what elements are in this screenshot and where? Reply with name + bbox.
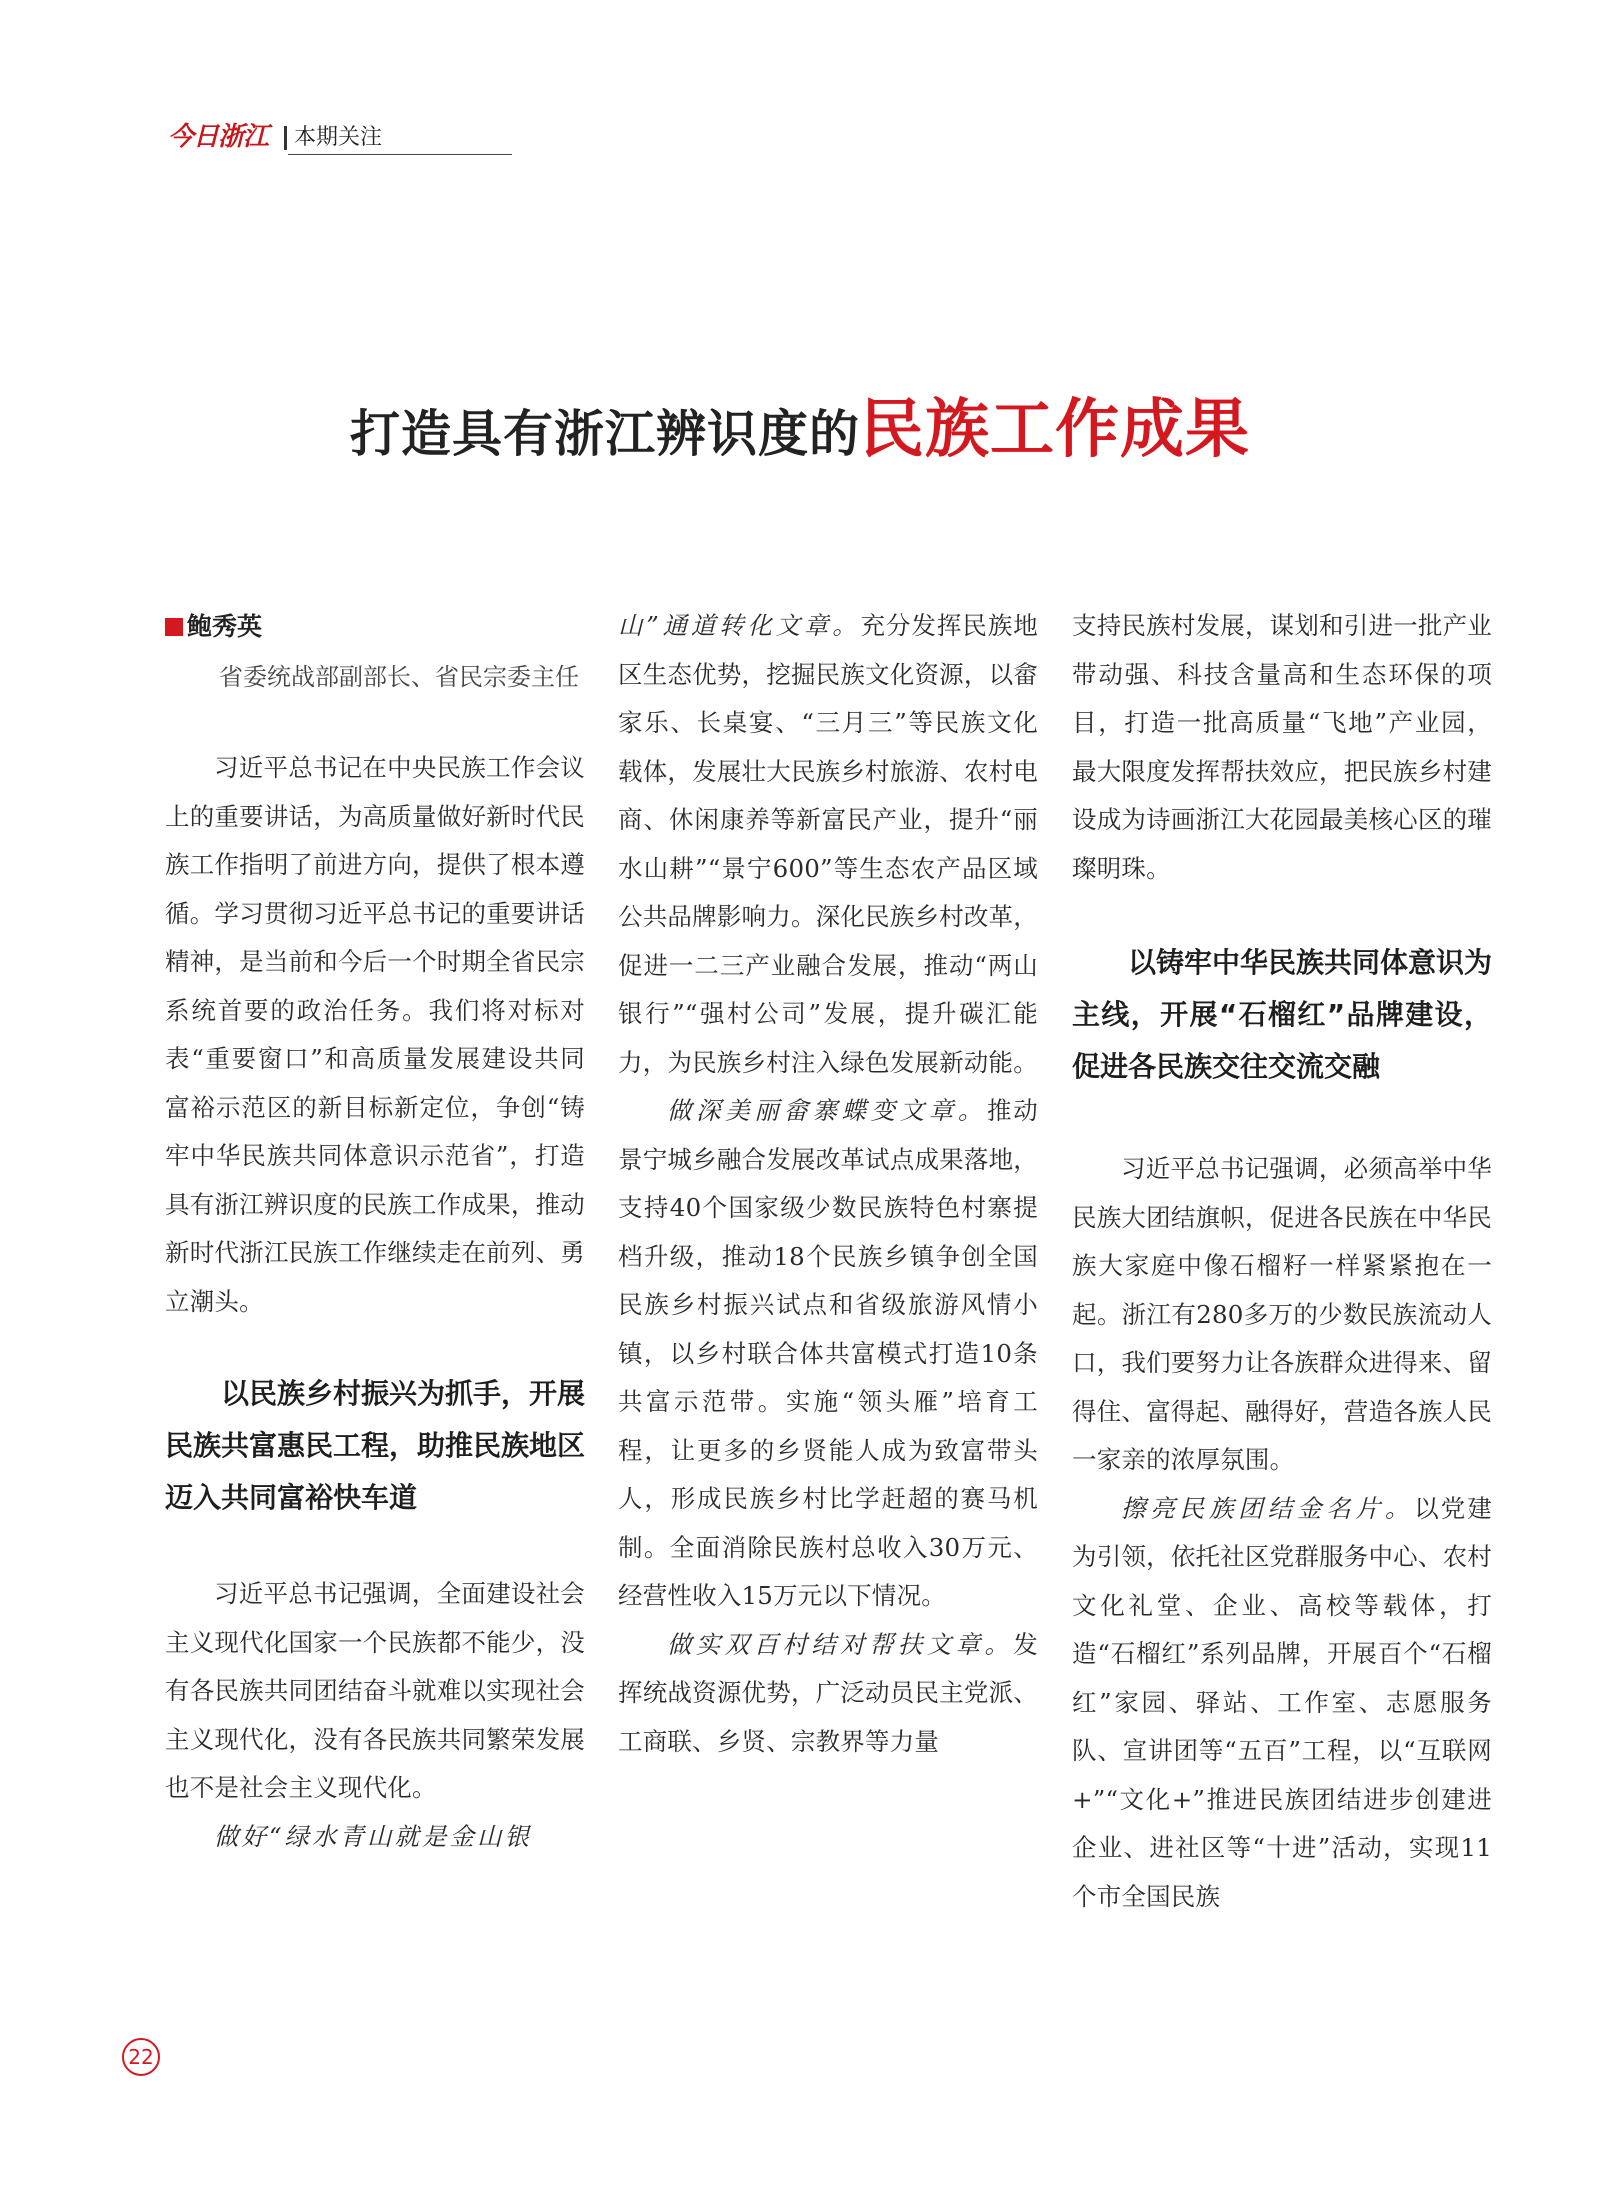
paragraph: 支持民族村发展，谋划和引进一批产业带动强、科技含量高和生态环保的项目，打造一批高质量“飞地”产业园，最大限度发挥帮扶效应，把民族乡村建设成为诗画浙江大花园最美核心区的璀璨明珠。 bbox=[1072, 611, 1492, 883]
paragraph: 习近平总书记强调，必须高举中华民族大团结旗帜，促进各民族在中华民族大家庭中像石榴籽一样紧紧抱在一起。浙江有280多万的少数民族流动人口，我们要努力让各族群众进得来、留得住、富得起、融得好，营造各族人民一家亲的浓厚氛围。 bbox=[1072, 1154, 1492, 1474]
section-label: 本期关注 bbox=[294, 125, 383, 150]
column-1 bbox=[165, 602, 585, 1861]
title-part-red: 民族工作成果 bbox=[860, 393, 1250, 467]
paragraph: 擦亮民族团结金名片。以党建为引领，依托社区党群服务中心、农村文化礼堂、企业、高校等载体，打造“石榴红”系列品牌，开展百个“石榴红”家园、驿站、工作室、志愿服务队、宣讲团等“五百”工程，以“互联网+”“文化+”推进民族团结进步创建进企业、进社区等“十进”活动，实现11个市全国民族 bbox=[1072, 1493, 1492, 1911]
page-number: 22 bbox=[122, 2038, 160, 2076]
red-square-icon bbox=[165, 618, 183, 636]
article-title bbox=[0, 385, 1600, 491]
column-3 bbox=[1072, 602, 1492, 1921]
paragraph: 山”通道转化文章。充分发挥民族地区生态优势，挖掘民族文化资源，以畲家乐、长桌宴、“三月三”等民族文化载体，发展壮大民族乡村旅游、农村电商、休闲康养等新富民产业，提升“丽水山耕”“景宁600”等生态农产品区域公共品牌影响力。深化民族乡村改革，促进一二三产业融合发展，推动“两山银行”“强村公司”发展，提升碳汇能力，为民族乡村注入绿色发展新动能。 bbox=[618, 611, 1038, 1077]
paragraph-intro: 习近平总书记在中央民族工作会议上的重要讲话，为高质量做好新时代民族工作指明了前进方向，提供了根本遵循。学习贯彻习近平总书记的重要讲话精神，是当前和今后一个时期全省民宗系统首要的政治任务。我们将对标对表“重要窗口”和高质量发展建设共同富裕示范区的新目标新定位，争创“铸牢中华民族共同体意识示范省”，打造具有浙江辨识度的民族工作成果，推动新时代浙江民族工作继续走在前列、勇立潮头。 bbox=[165, 753, 585, 1316]
author-position: 省委统战部副部长、省民宗委主任 bbox=[219, 663, 579, 691]
section-heading-2: 以铸牢中华民族共同体意识为主线，开展“石榴红”品牌建设，促进各民族交往交流交融 bbox=[1072, 946, 1493, 1083]
column-2 bbox=[618, 602, 1038, 1766]
header-rule bbox=[288, 154, 512, 155]
paragraph-lead: 做好“绿水青山就是金山银 bbox=[214, 1821, 533, 1851]
header-separator bbox=[284, 126, 287, 150]
paragraph: 做实双百村结对帮扶文章。发挥统战资源优势，广泛动员民主党派、工商联、乡贤、宗教界等力量 bbox=[618, 1629, 1038, 1756]
title-part-black: 打造具有浙江辨识度的 bbox=[350, 404, 860, 463]
page-header bbox=[168, 118, 512, 158]
paragraph: 做深美丽畲寨蝶变文章。推动景宁城乡融合发展改革试点成果落地，支持40个国家级少数民族特色村寨提档升级，推动18个民族乡镇争创全国民族乡村振兴试点和省级旅游风情小镇，以乡村联合体共富模式打造10条共富示范带。实施“领头雁”培育工程，让更多的乡贤能人成为致富带头人，形成民族乡村比学赶超的赛马机制。全面消除民族村总收入30万元、经营性收入15万元以下情况。 bbox=[618, 1096, 1039, 1610]
magazine-logo: 今日浙江 bbox=[168, 122, 269, 152]
section-heading-1: 以民族乡村振兴为抓手，开展民族共富惠民工程，助推民族地区迈入共同富裕快车道 bbox=[165, 1377, 586, 1514]
author-name: 鲍秀英 bbox=[165, 602, 585, 652]
paragraph: 习近平总书记强调，全面建设社会主义现代化国家一个民族都不能少，没有各民族共同团结奋斗就难以实现社会主义现代化，没有各民族共同繁荣发展也不是社会主义现代化。 bbox=[165, 1579, 585, 1802]
